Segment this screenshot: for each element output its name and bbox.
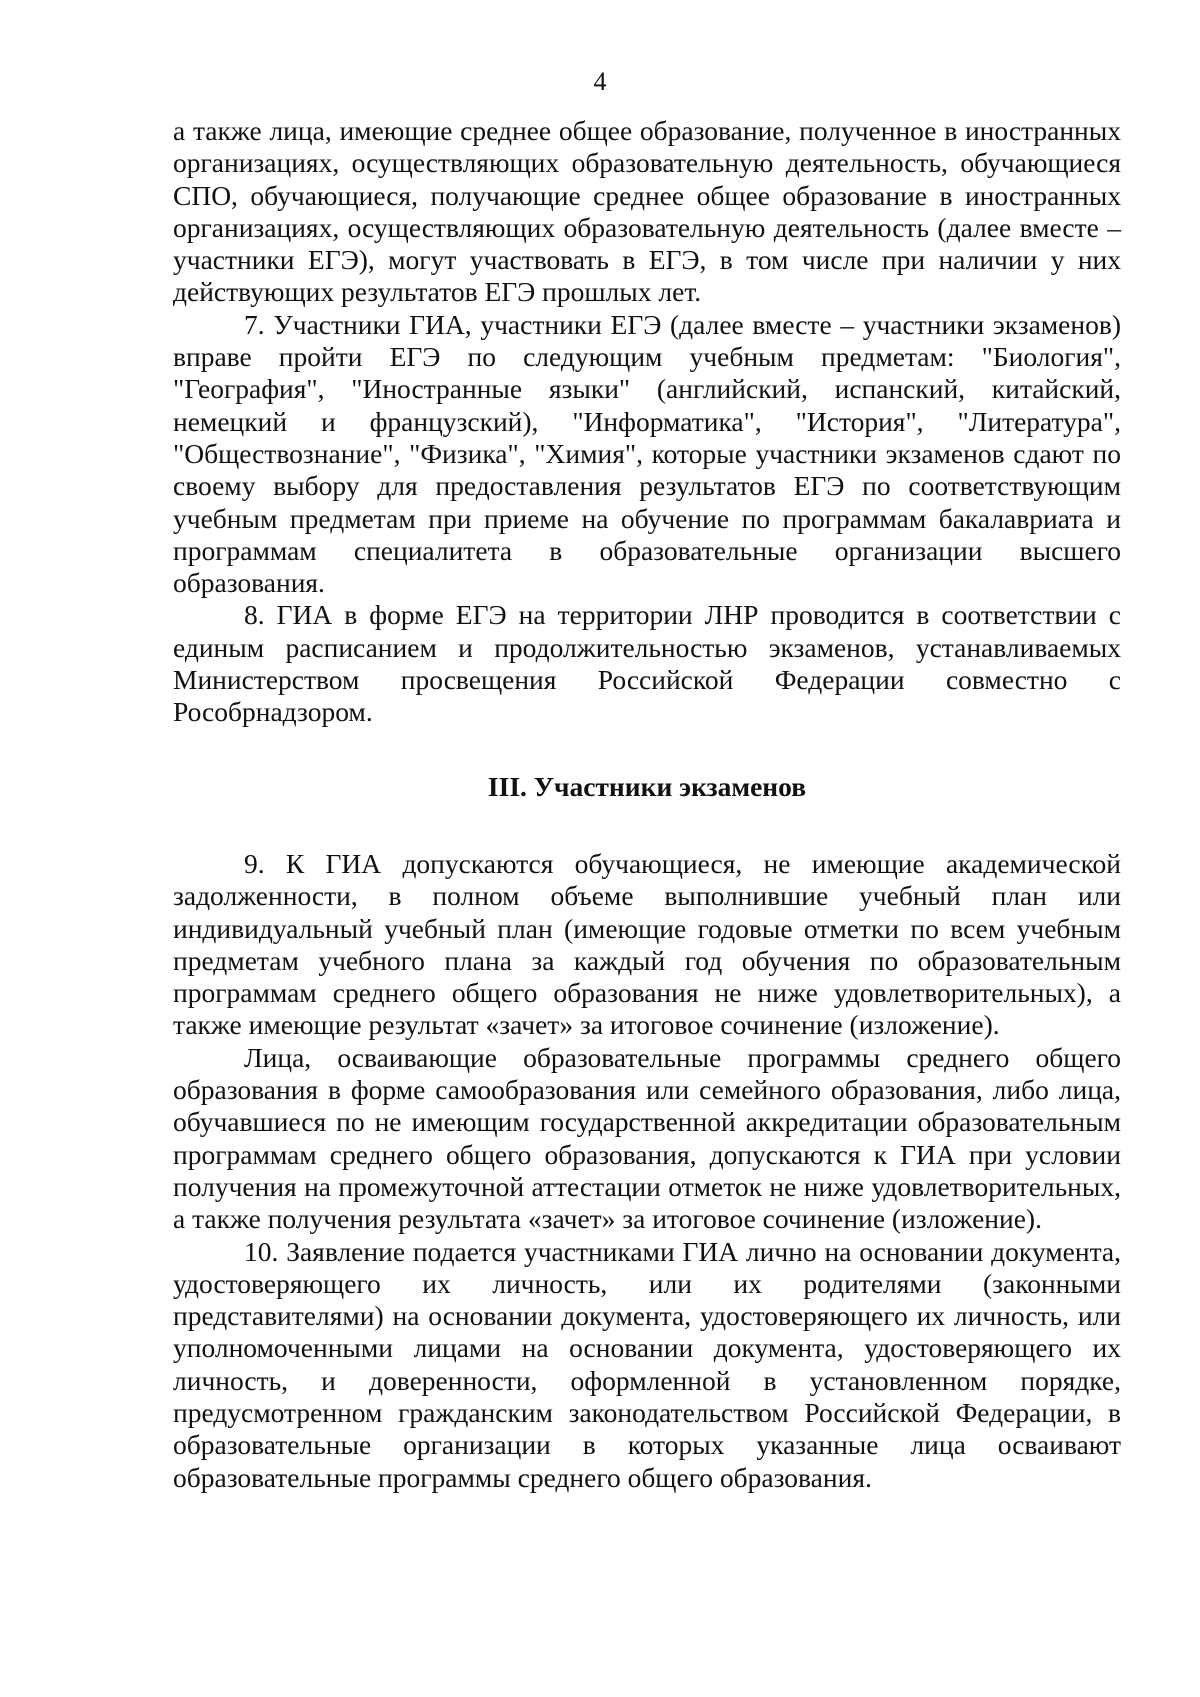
section-heading: III. Участники экзаменов — [487, 770, 807, 802]
paragraph-item-8: 8. ГИА в форме ЕГЭ на территории ЛНР проводится в соответствии с единым расписанием и продолжительностью экзаменов, устанавливаемых Министерством просвещения Российской Федерации совместно с Рособрнадзором. — [173, 599, 1121, 728]
paragraph-continuation: а также лица, имеющие среднее общее образование, полученное в иностранных организациях, осуществляющих образовательную деятельность, обучающиеся СПО, обучающиеся, получающие среднее общее образование в иностранных организациях, осуществляющих образовательную деятельность (далее вместе – участники ЕГЭ), могут участвовать в ЕГЭ, в том числе при наличии у них действующих результатов ЕГЭ прошлых лет. — [173, 115, 1121, 308]
page-number: 4 — [593, 67, 607, 96]
paragraph-self-education: Лица, осваивающие образовательные программы среднего общего образования в форме самообразования или семейного образования, либо лица, обучавшиеся по не имеющим государственной аккредитации образовательным программам среднего общего образования, допускаются к ГИА при условии получения на промежуточной аттестации отметок не ниже удовлетворительных, а также получения результата «зачет» за итоговое сочинение (изложение). — [173, 1041, 1121, 1235]
paragraph-item-10: 10. Заявление подается участниками ГИА лично на основании документа, удостоверяющего их личность, или их родителями (законными представителями) на основании документа, удостоверяющего их личность, или уполномоченными лицами на основании документа, удостоверяющего их личность, и доверенности, оформленной в установленном порядке, предусмотренном гражданским законодательством Российской Федерации, в образовательные организации в которых указанные лица осваивают образовательные программы среднего общего образования. — [173, 1235, 1121, 1493]
paragraph-item-9: 9. К ГИА допускаются обучающиеся, не имеющие академической задолженности, в полном объеме выполнившие учебный план или индивидуальный учебный план (имеющие годовые отметки по всем учебным предметам учебного плана за каждый год обучения по образовательным программам среднего общего образования не ниже удовлетворительных), а также имеющие результат «зачет» за итоговое сочинение (изложение). — [173, 847, 1121, 1041]
document-body — [173, 115, 1121, 1494]
paragraph-item-7: 7. Участники ГИА, участники ЕГЭ (далее вместе – участники экзаменов) вправе пройти ЕГЭ по следующим учебным предметам: "Биология", "География", "Иностранные языки" (английский, испанский, китайский, немецкий и французский), "Информатика", "История", "Литература", "Обществознание", "Физика", "Химия", которые участники экзаменов сдают по своему выбору для предоставления результатов ЕГЭ по соответствующим учебным предметам при приеме на обучение по программам бакалавриата и программам специалитета в образовательные организации высшего образования. — [173, 308, 1121, 599]
